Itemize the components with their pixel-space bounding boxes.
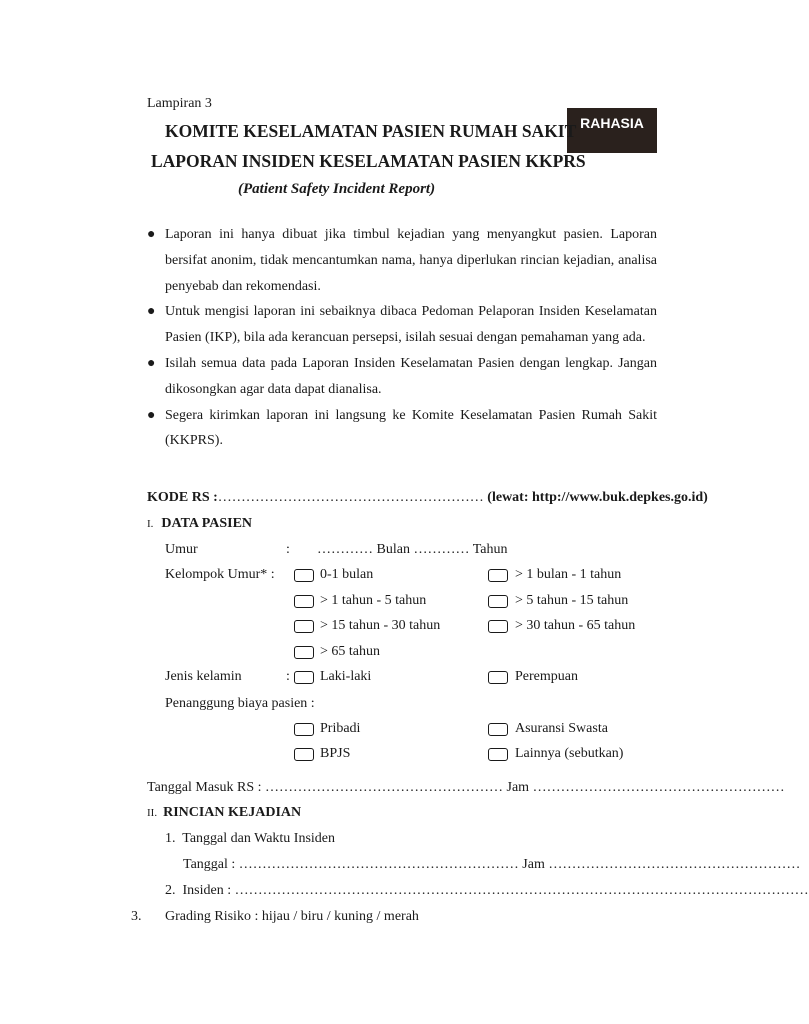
tanggal-masuk-field[interactable]: …………………………………………… <box>265 780 504 795</box>
section-2-title: RINCIAN KEJADIAN <box>163 805 302 820</box>
grading-risiko-label: Grading Risiko : hijau / biru / kuning / merah <box>165 909 419 924</box>
instruction-item: ● Laporan ini hanya dibuat jika timbul kejadian yang menyangkut pasien. Laporan bersifat anonim, tidak mencantumkan nama, hanya diperlukan rincian kejadian, analisa penyebab dan rekomendasi. <box>147 222 657 299</box>
kode-rs-row <box>147 490 708 506</box>
kelompok-umur-label: Kelompok Umur* : <box>165 567 275 582</box>
umur-label: Umur <box>165 542 198 557</box>
checkbox-bpjs[interactable] <box>294 748 314 761</box>
option-label: > 65 tahun <box>320 644 380 659</box>
bullet-icon: ● <box>147 227 156 242</box>
insiden-field[interactable]: …………………………………………………………………………………………………………… <box>234 883 809 898</box>
tanggal-masuk-row <box>147 780 785 796</box>
section-2-number: II. <box>147 807 158 819</box>
tanggal-insiden-row <box>183 857 800 873</box>
instruction-item: ● Isilah semua data pada Laporan Insiden Keselamatan Pasien dengan lengkap. Jangan dikosongkan agar data dapat dianalisa. <box>147 351 657 403</box>
document-subtitle: LAPORAN INSIDEN KESELAMATAN PASIEN KKPRS <box>151 151 586 171</box>
jenis-kelamin-label: Jenis kelamin <box>165 669 242 684</box>
option-label: Perempuan <box>515 669 578 684</box>
tanggal-insiden-field[interactable]: …………………………………………………… <box>238 857 519 872</box>
checkbox-lainnya[interactable] <box>488 748 508 761</box>
umur-field[interactable]: ………… Bulan ………… Tahun <box>317 542 508 557</box>
insiden-time-heading: 1. Tanggal dan Waktu Insiden <box>165 831 336 846</box>
tanggal-insiden-label: Tanggal : <box>183 857 236 872</box>
option-label: Pribadi <box>320 721 361 736</box>
jenis-kelamin-colon: : <box>286 669 290 684</box>
section-1-title: DATA PASIEN <box>161 516 253 531</box>
option-label: > 5 tahun - 15 tahun <box>515 593 629 608</box>
penanggung-biaya-label: Penanggung biaya pasien : <box>165 696 315 711</box>
option-label: > 1 tahun - 5 tahun <box>320 593 427 608</box>
instruction-item: ● Segera kirimkan laporan ini langsung ke Komite Keselamatan Pasien Rumah Sakit (KKPRS). <box>147 403 657 455</box>
grading-number: 3. <box>131 909 142 924</box>
insiden-time-label: Tanggal dan Waktu Insiden <box>182 831 336 846</box>
checkbox-1-5-tahun[interactable] <box>294 595 314 608</box>
option-label: > 30 tahun - 65 tahun <box>515 618 636 633</box>
instructions-list <box>147 222 657 454</box>
insiden-row: 2. Insiden : …………………………………………………………………………………………………………… <box>165 883 809 898</box>
checkbox-1-bulan-1-tahun[interactable] <box>488 569 508 582</box>
checkbox-30-65-tahun[interactable] <box>488 620 508 633</box>
section-2-heading <box>147 805 301 821</box>
option-label: Lainnya (sebutkan) <box>515 746 624 761</box>
bullet-icon: ● <box>147 407 156 423</box>
bullet-icon: ● <box>147 355 156 371</box>
option-label: 0-1 bulan <box>320 567 374 582</box>
option-label: BPJS <box>320 746 351 761</box>
umur-colon: : <box>286 542 290 557</box>
document-english-title: (Patient Safety Incident Report) <box>238 181 436 197</box>
checkbox-65-tahun[interactable] <box>294 646 314 659</box>
checkbox-pribadi[interactable] <box>294 723 314 736</box>
jam-insiden-field[interactable]: ……………………………………………… <box>548 857 801 872</box>
option-label: > 1 bulan - 1 tahun <box>515 567 622 582</box>
insiden-label: Insiden : <box>182 883 232 898</box>
kode-rs-field[interactable]: ………………………………………………… <box>217 490 484 505</box>
confidential-badge: RAHASIA <box>567 108 657 153</box>
checkbox-perempuan[interactable] <box>488 671 508 684</box>
checkbox-laki-laki[interactable] <box>294 671 314 684</box>
checkbox-asuransi-swasta[interactable] <box>488 723 508 736</box>
jam-masuk-label: Jam <box>506 780 530 795</box>
checkbox-5-15-tahun[interactable] <box>488 595 508 608</box>
lampiran-label: Lampiran 3 <box>147 96 212 111</box>
tanggal-masuk-label: Tanggal Masuk RS : <box>147 780 262 795</box>
checkbox-15-30-tahun[interactable] <box>294 620 314 633</box>
bullet-icon: ● <box>147 304 156 320</box>
section-1-number: I. <box>147 518 154 530</box>
option-label: > 15 tahun - 30 tahun <box>320 618 441 633</box>
kode-rs-label: KODE RS : <box>147 490 218 505</box>
jam-insiden-label: Jam <box>522 857 545 872</box>
kode-rs-note: (lewat: http://www.buk.depkes.go.id) <box>487 490 708 505</box>
section-1-heading <box>147 516 252 532</box>
instruction-item: ● Untuk mengisi laporan ini sebaiknya dibaca Pedoman Pelaporan Insiden Keselamatan Pasien (IKP), bila ada kerancuan persepsi, isilah sesuai dengan pemahaman yang ada. <box>147 299 657 351</box>
option-label: Asuransi Swasta <box>515 721 608 736</box>
checkbox-0-1-bulan[interactable] <box>294 569 314 582</box>
document-title: KOMITE KESELAMATAN PASIEN RUMAH SAKIT <box>165 121 577 141</box>
jam-masuk-field[interactable]: ……………………………………………… <box>532 780 785 795</box>
option-label: Laki-laki <box>320 669 372 684</box>
